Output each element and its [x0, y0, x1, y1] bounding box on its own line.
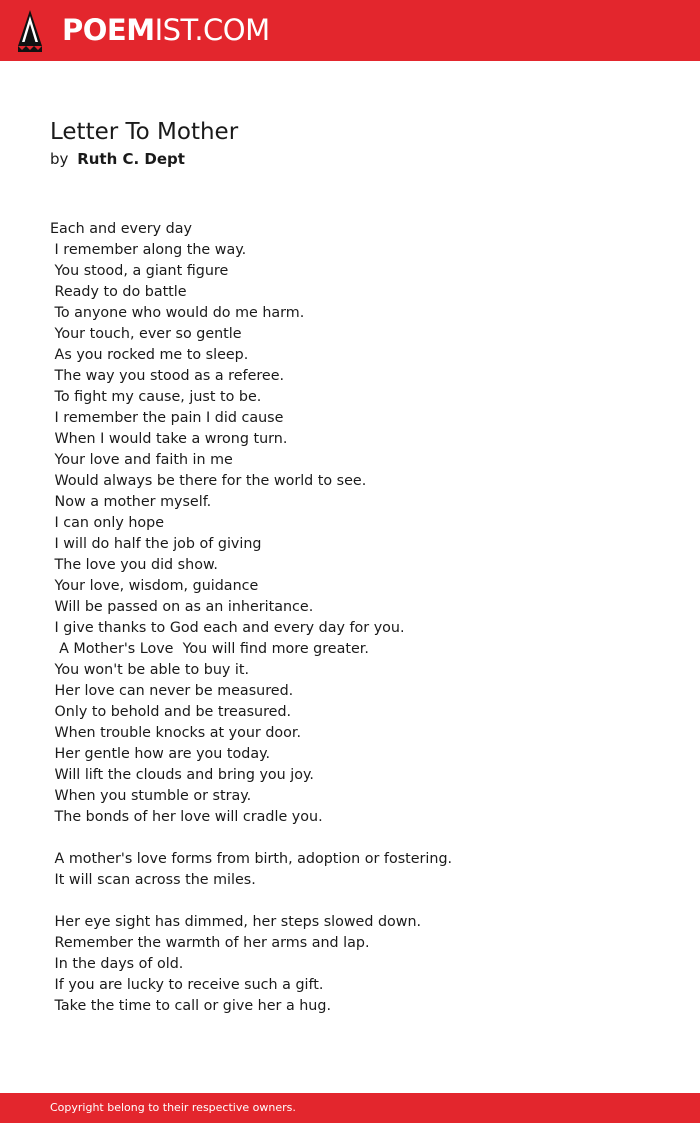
poem-line: The way you stood as a referee.: [50, 368, 285, 384]
poem-line: In the days of old.: [50, 956, 184, 972]
site-logo[interactable]: [62, 12, 270, 48]
poem-line: It will scan across the miles.: [50, 872, 256, 888]
poem-line: If you are lucky to receive such a gift.: [50, 977, 324, 993]
poem-line: The love you did show.: [50, 557, 218, 573]
poem-line: I can only hope: [50, 515, 164, 531]
logo-bold-text: POEM: [62, 13, 155, 47]
poem-line: I remember the pain I did cause: [50, 410, 284, 426]
poem-line: Would always be there for the world to see.: [50, 473, 367, 489]
poem-line: Remember the warmth of her arms and lap.: [50, 935, 370, 951]
by-label: by: [50, 150, 69, 168]
poem-line: I will do half the job of giving: [50, 536, 262, 552]
poem-line: When you stumble or stray.: [50, 788, 252, 804]
poem-line: Her love can never be measured.: [50, 683, 294, 699]
poem-line: Now a mother myself.: [50, 494, 212, 510]
poem-line: Her eye sight has dimmed, her steps slowed down.: [50, 914, 422, 930]
poem-line: A mother's love forms from birth, adoption or fostering.: [50, 851, 453, 867]
copyright-text: Copyright belong to their respective owners.: [50, 1101, 296, 1114]
logo-light-text: IST.COM: [154, 13, 270, 47]
poem-body: [50, 219, 670, 1017]
poem-line: Each and every day: [50, 221, 192, 237]
poem-line: Will be passed on as an inheritance.: [50, 599, 314, 615]
poem-line: Take the time to call or give her a hug.: [50, 998, 331, 1014]
poem-line: To anyone who would do me harm.: [50, 305, 305, 321]
poem-line: Ready to do battle: [50, 284, 187, 300]
poem-line: I give thanks to God each and every day for you.: [50, 620, 405, 636]
poem-line: Your touch, ever so gentle: [50, 326, 242, 342]
poem-line: To fight my cause, just to be.: [50, 389, 262, 405]
site-footer: [0, 1093, 700, 1123]
poem-line: When I would take a wrong turn.: [50, 431, 288, 447]
poem-line: Your love, wisdom, guidance: [50, 578, 259, 594]
poem-line: Her gentle how are you today.: [50, 746, 271, 762]
poem-line: I remember along the way.: [50, 242, 247, 258]
poem-line: When trouble knocks at your door.: [50, 725, 302, 741]
site-header: [0, 0, 700, 61]
poem-line: You stood, a giant figure: [50, 263, 229, 279]
poem-line: Only to behold and be treasured.: [50, 704, 292, 720]
poem-line: The bonds of her love will cradle you.: [50, 809, 323, 825]
poem-title: Letter To Mother: [50, 119, 239, 145]
poem-line: [50, 891, 670, 912]
byline: [50, 149, 185, 169]
poem-line: [50, 828, 670, 849]
poem-line: Your love and faith in me: [50, 452, 233, 468]
poem-line: You won't be able to buy it.: [50, 662, 250, 678]
pencil-icon: [18, 10, 42, 52]
poem-line: As you rocked me to sleep.: [50, 347, 249, 363]
author-name[interactable]: Ruth C. Dept: [77, 150, 185, 168]
poem-line: Will lift the clouds and bring you joy.: [50, 767, 314, 783]
poem-line: A Mother's Love You will find more greater.: [50, 641, 369, 657]
